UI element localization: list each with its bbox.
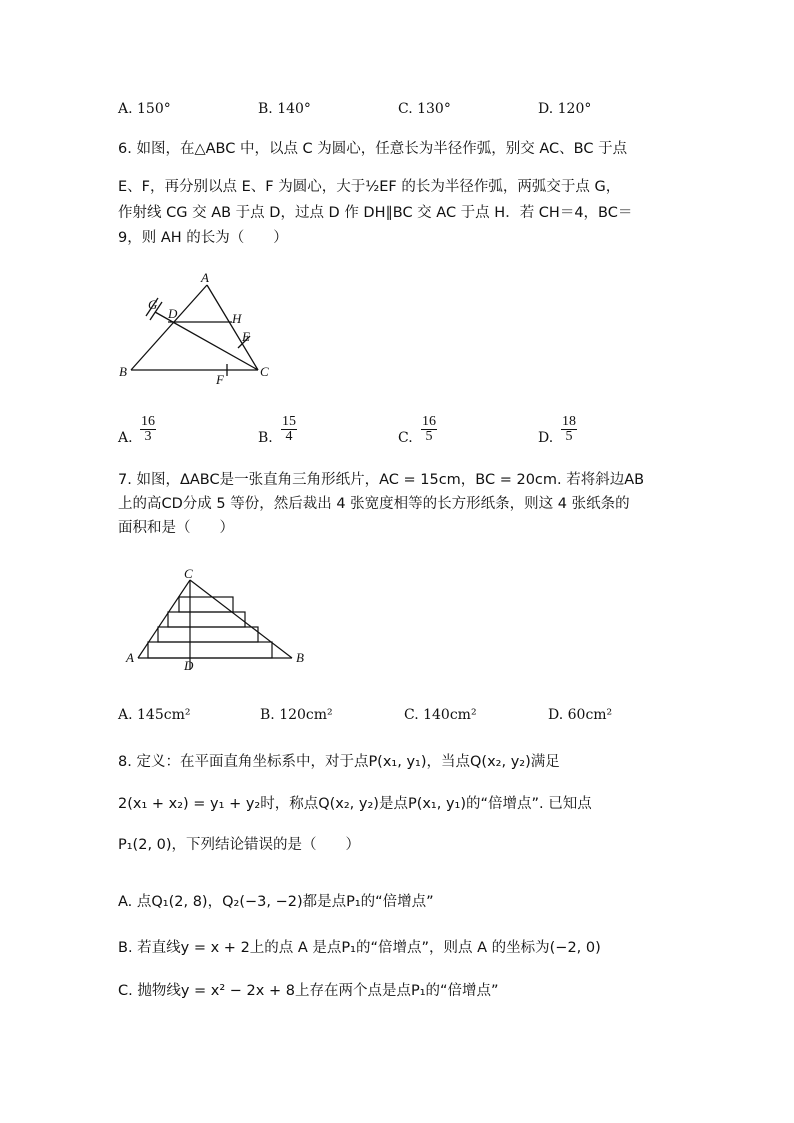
q8-option-c: C. 抛物线y = x² − 2x + 8上存在两个点是点P₁的“倍增点” (118, 983, 499, 999)
q6-option-b-den: 4 (285, 429, 293, 444)
q7-stem-line2: 上的高CD分成 5 等份，然后裁出 4 张宽度相等的长方形纸条，则这 4 张纸条的 (118, 496, 630, 512)
q6-stem-line4: 9，则 AH 的长为（ ） (118, 230, 288, 246)
q6-label-e: E (242, 329, 250, 344)
q7-option-c: C. 140cm² (404, 707, 477, 723)
q6-stem-line3: 作射线 CG 交 AB 于点 D，过点 D 作 DH∥BC 交 AC 于点 H．若 CH＝4，BC＝ (118, 205, 633, 221)
q6-option-a-den: 3 (144, 429, 152, 444)
q7-label-d: D (184, 658, 194, 673)
q7-option-a: A. 145cm² (118, 707, 191, 723)
q6-option-b-letter: B. (258, 430, 273, 446)
q6-option-b-fraction (281, 415, 297, 444)
q8-stem-line2: 2(x₁ + x₂) = y₁ + y₂时，称点Q(x₂, y₂)是点P(x₁, y₁)的“倍增点”. 已知点 (118, 796, 592, 812)
q8-option-b: B. 若直线y = x + 2上的点 A 是点P₁的“倍增点”，则点 A 的坐标为(−2, 0) (118, 940, 601, 956)
q6-option-d-den: 5 (565, 429, 573, 444)
q6-label-b: B (119, 364, 127, 379)
q8-stem-line3: P₁(2, 0)，下列结论错误的是（ ） (118, 837, 361, 853)
q7-stem-line1: 7. 如图，ΔABC是一张直角三角形纸片，AC = 15cm，BC = 20cm. 若将斜边AB (118, 472, 645, 488)
q6-option-c-letter: C. (398, 430, 413, 446)
q6-option-a-num: 16 (141, 414, 155, 429)
q6-option-c-num: 16 (422, 414, 436, 429)
q6-option-b-num: 15 (282, 414, 296, 429)
q6-stem-line1: 6. 如图，在△ABC 中，以点 C 为圆心，任意长为半径作弧，别交 AC、BC 于点 (118, 141, 628, 157)
q6-label-c: C (260, 364, 269, 379)
q7-label-c: C (184, 566, 193, 581)
q6-label-g: G (148, 297, 158, 312)
q7-stem-line3: 面积和是（ ） (118, 520, 234, 536)
q6-label-d: D (168, 306, 178, 321)
q8-option-a: A. 点Q₁(2, 8)，Q₂(−3, −2)都是点P₁的“倍增点” (118, 894, 434, 910)
q7-option-d: D. 60cm² (548, 707, 613, 723)
q6-option-d-fraction (561, 415, 577, 444)
q6-label-a: A (201, 270, 209, 285)
q5-option-c: C. 130° (398, 101, 451, 117)
q5-option-d: D. 120° (538, 101, 592, 117)
q6-option-c-fraction (421, 415, 437, 444)
q6-option-d-num: 18 (562, 414, 576, 429)
q6-stem-line2: E、F，再分别以点 E、F 为圆心，大于½EF 的长为半径作弧，两弧交于点 G， (118, 179, 621, 195)
q6-option-d-letter: D. (538, 430, 554, 446)
q7-label-a: A (126, 650, 134, 665)
q7-label-b: B (296, 650, 304, 665)
q5-option-a: A. 150° (118, 101, 171, 117)
q6-option-a-letter: A. (118, 430, 133, 446)
q5-option-b: B. 140° (258, 101, 311, 117)
q8-stem-line1: 8. 定义：在平面直角坐标系中，对于点P(x₁, y₁)，当点Q(x₂, y₂)满足 (118, 754, 560, 770)
q7-option-b: B. 120cm² (260, 707, 333, 723)
q6-label-h: H (232, 311, 242, 326)
q6-option-c-den: 5 (425, 429, 433, 444)
q6-label-f: F (216, 372, 224, 387)
q6-option-a-fraction (140, 415, 156, 444)
